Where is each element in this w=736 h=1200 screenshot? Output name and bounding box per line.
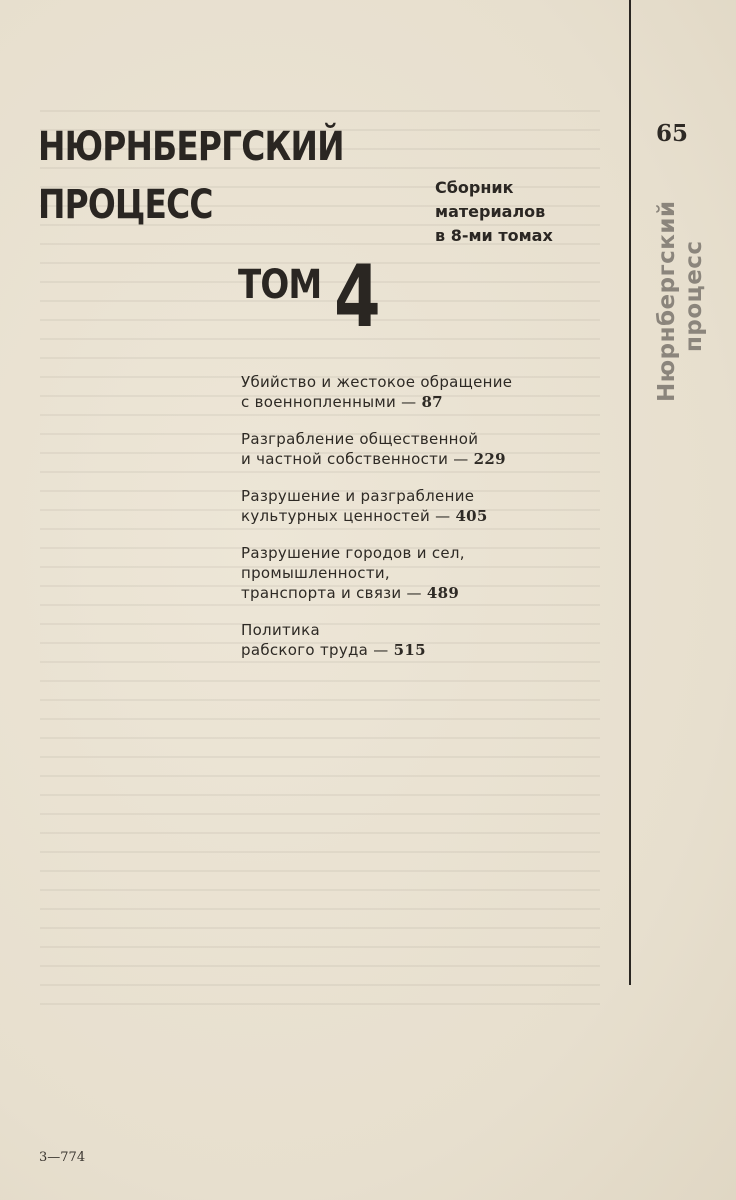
- subtitle-line-2: материалов: [435, 202, 546, 221]
- entry-line-last: [241, 506, 601, 526]
- contents-entry: [241, 620, 601, 660]
- book-title: [38, 118, 344, 234]
- page-number: 65: [656, 120, 689, 147]
- entry-page-number: 489: [426, 584, 460, 602]
- entry-separator: —: [396, 393, 422, 411]
- contents-entry: [241, 486, 601, 526]
- entry-text: и частной собственности: [241, 450, 449, 468]
- entry-separator: —: [368, 641, 394, 659]
- entry-line-last: [241, 449, 601, 469]
- entry-line: Убийство и жестокое обращение: [241, 373, 513, 391]
- entry-line: Разграбление общественной: [241, 430, 479, 448]
- entry-separator: —: [401, 584, 427, 602]
- entry-line: Разрушение и разграбление: [241, 487, 475, 505]
- entry-text: культурных ценностей: [241, 507, 430, 525]
- entry-line-last: [241, 640, 601, 660]
- vertical-rule: [629, 0, 631, 985]
- subtitle-line-1: Сборник: [435, 178, 514, 197]
- entry-text: рабского труда: [241, 641, 369, 659]
- entry-text: с военнопленными: [241, 393, 396, 411]
- entry-separator: —: [430, 507, 456, 525]
- table-of-contents: [241, 372, 601, 677]
- contents-entry: [241, 372, 601, 412]
- entry-page-number: 87: [421, 393, 443, 411]
- contents-entry: [241, 543, 601, 603]
- entry-page-number: 405: [455, 507, 488, 525]
- entry-line: промышленности,: [241, 564, 390, 582]
- subtitle-line-3: в 8-ми томах: [435, 226, 553, 245]
- volume-heading: [238, 247, 381, 347]
- running-title: [654, 200, 708, 402]
- printer-signature: 3—774: [39, 1150, 86, 1165]
- entry-page-number: 515: [393, 641, 426, 659]
- book-title-line-1: НЮРНБЕРГСКИЙ: [38, 124, 344, 170]
- entry-line-last: [241, 392, 601, 412]
- volume-label: ТОМ: [238, 262, 322, 308]
- entry-text: транспорта и связи: [241, 584, 402, 602]
- book-title-line-2: ПРОЦЕСС: [38, 182, 213, 228]
- entry-line-last: [241, 583, 601, 603]
- entry-line: Разрушение городов и сел,: [241, 544, 465, 562]
- running-title-line-1: Нюрнбергский: [654, 200, 680, 402]
- entry-page-number: 229: [473, 450, 506, 468]
- contents-entry: [241, 429, 601, 469]
- volume-number: 4: [334, 247, 381, 347]
- entry-separator: —: [448, 450, 474, 468]
- collection-subtitle: [435, 176, 553, 248]
- entry-line: Политика: [241, 621, 320, 639]
- running-title-line-2: процесс: [681, 240, 707, 352]
